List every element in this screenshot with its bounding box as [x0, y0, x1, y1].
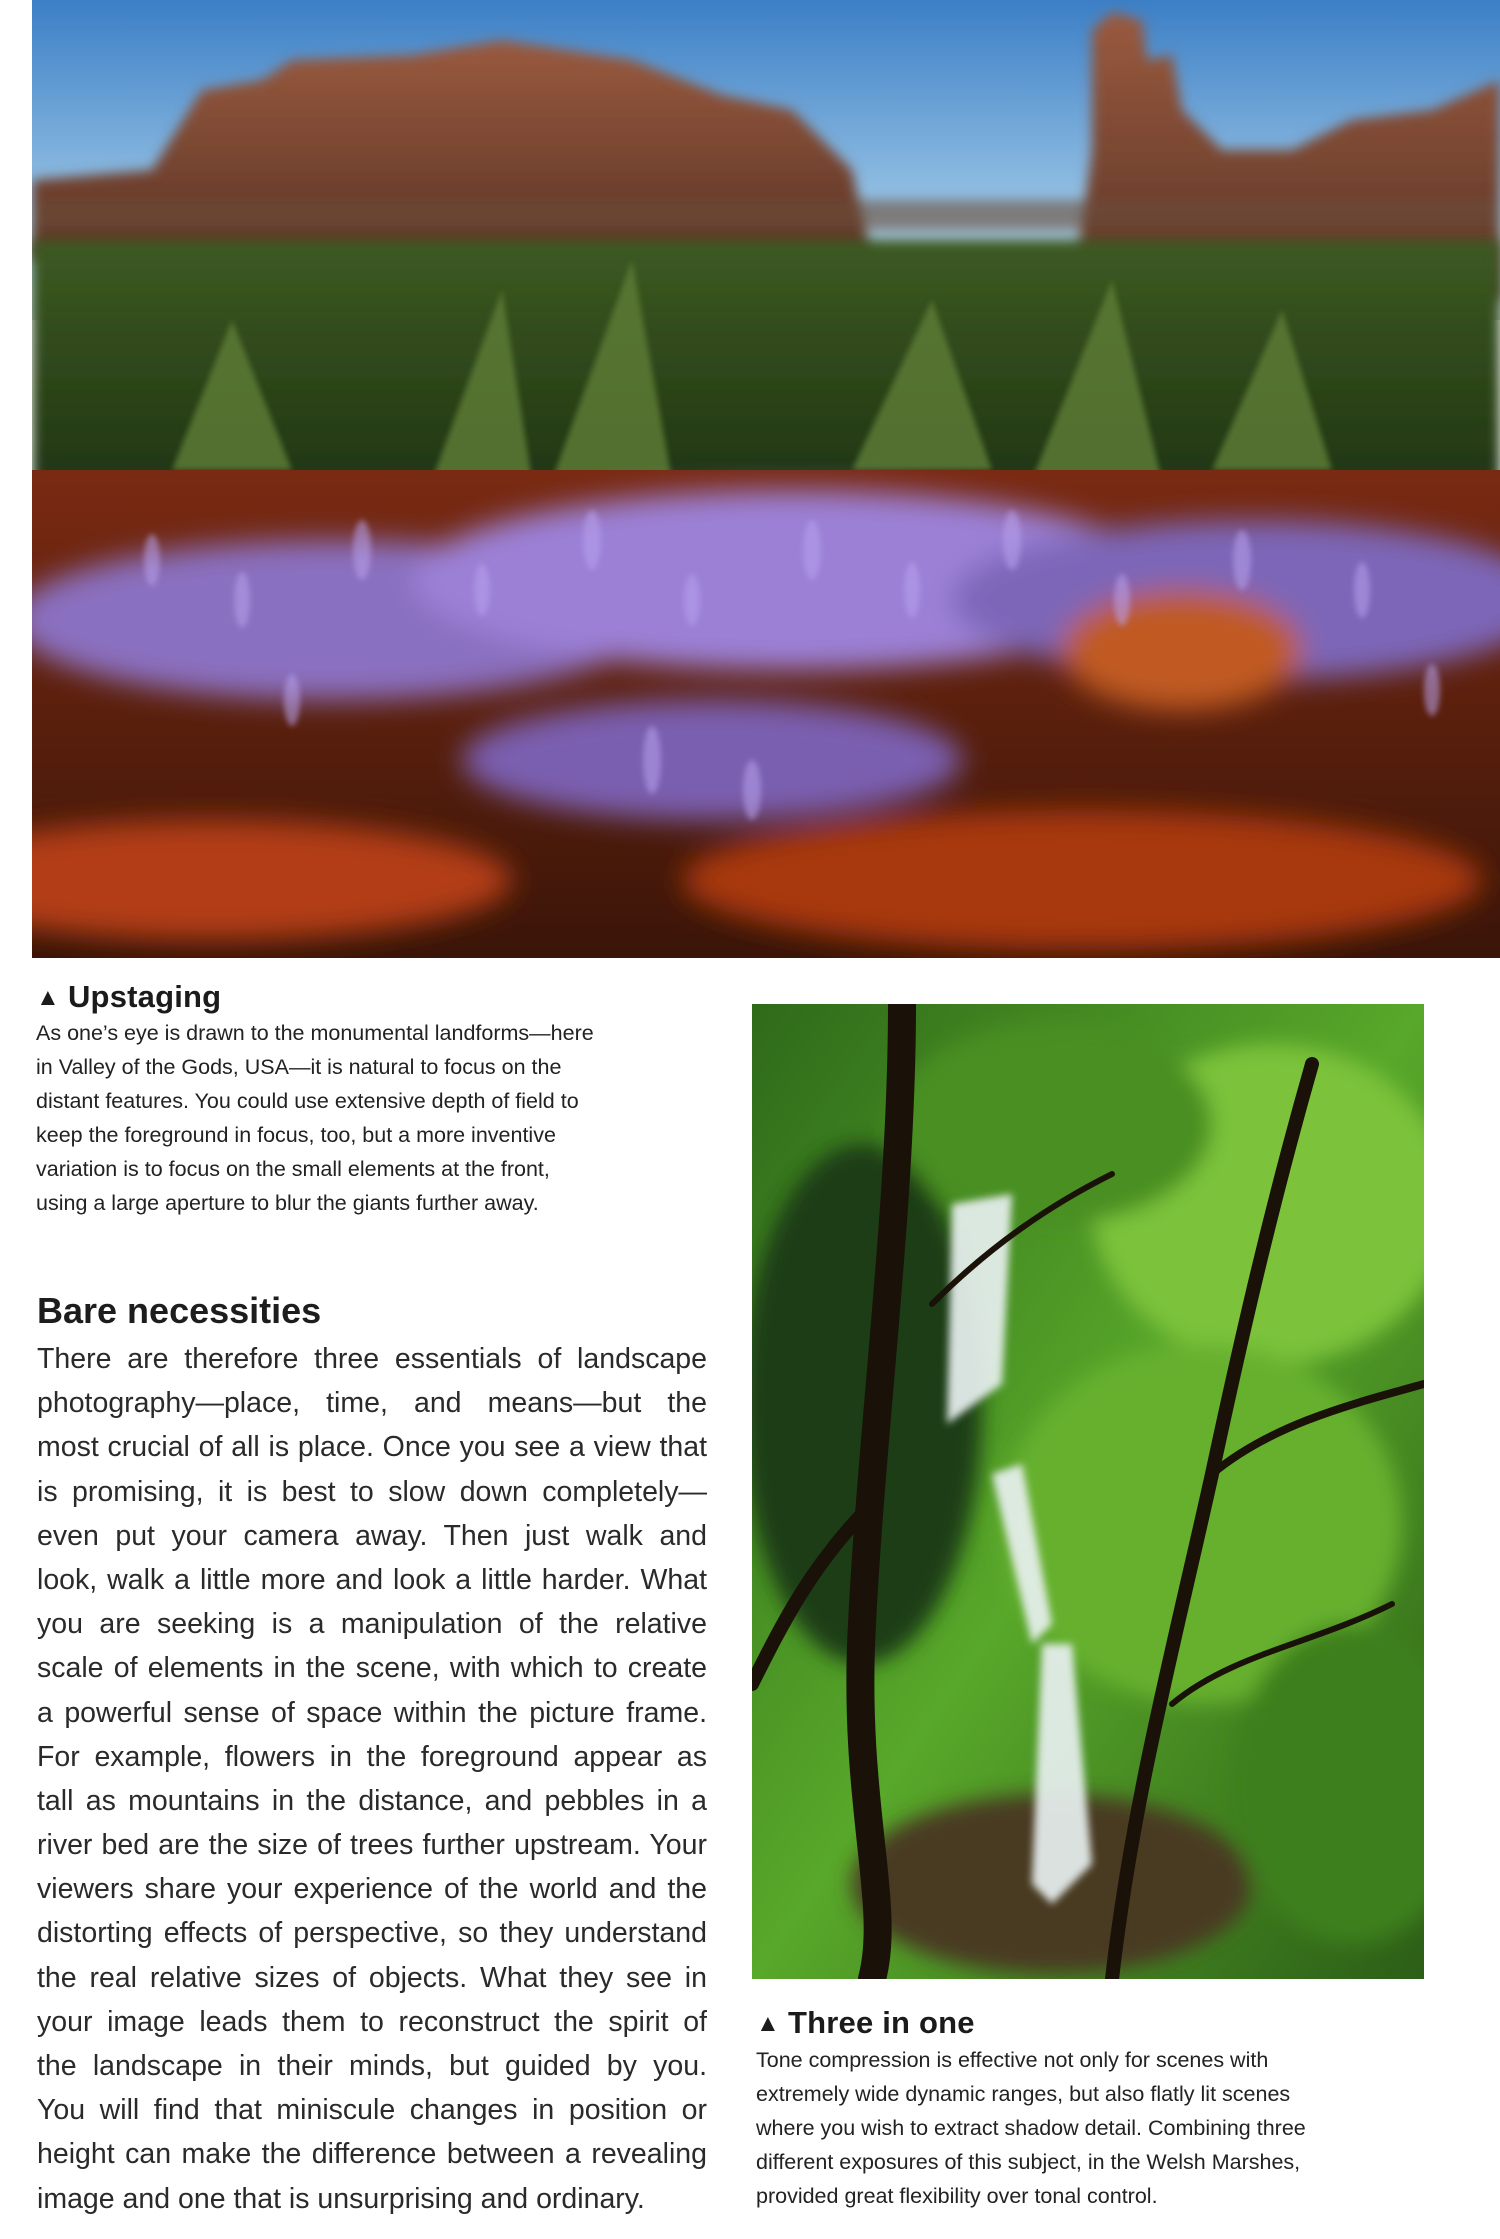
waterfall-photo-welsh-marshes: [752, 1004, 1424, 1979]
section-heading: Bare necessities: [37, 1290, 322, 1331]
body-line: is promising, it is best to slow down completely—: [37, 1475, 707, 1508]
body-line: the landscape in their minds, but guided by you.: [37, 2050, 707, 2082]
three-in-one-caption-title-text: Three in one: [787, 2005, 975, 2040]
three-in-one-caption-title: [756, 2005, 975, 2041]
caption-line: different exposures of this subject, in the Welsh Marshes,: [756, 2150, 1301, 2174]
landscape-photo-valley-of-the-gods: [32, 0, 1500, 958]
caption-line: As one’s eye is drawn to the monumental landforms—here: [36, 1021, 594, 1045]
body-line: There are therefore three essentials of landscape: [37, 1343, 707, 1375]
body-line: distorting effects of perspective, so they understand: [37, 1917, 707, 1950]
triangle-up-icon: ▲: [756, 2010, 780, 2037]
upstaging-caption-title: [36, 979, 221, 1015]
body-line: tall as mountains in the distance, and pebbles in a: [37, 1784, 707, 1817]
caption-line: where you wish to extract shadow detail. Combining three: [756, 2116, 1306, 2140]
caption-line: extremely wide dynamic ranges, but also flatly lit scenes: [756, 2082, 1291, 2106]
body-line: you are seeking is a manipulation of the relative: [37, 1608, 707, 1641]
body-line: photography—place, time, and means—but the: [37, 1387, 707, 1420]
body-line: You will find that miniscule changes in position or: [37, 2094, 707, 2127]
caption-line: keep the foreground in focus, too, but a more inventive: [36, 1123, 556, 1147]
three-in-one-caption-body: [756, 2043, 1446, 2213]
caption-line: variation is to focus on the small elements at the front,: [36, 1157, 550, 1181]
body-line: most crucial of all is place. Once you see a view that: [37, 1431, 707, 1464]
upstaging-caption-body: [36, 1016, 716, 1220]
body-line: river bed are the size of trees further upstream. Your: [37, 1829, 707, 1862]
caption-line: Tone compression is effective not only for scenes with: [756, 2048, 1269, 2072]
waterfall-photo-art: [752, 1004, 1424, 1979]
section-body: [37, 1337, 707, 2221]
body-line: image and one that is unsurprising and ordinary.: [37, 2182, 645, 2215]
body-line: scale of elements in the scene, with which to create: [37, 1652, 707, 1685]
body-line: height can make the difference between a revealing: [37, 2138, 707, 2171]
upstaging-caption-title-text: Upstaging: [67, 979, 222, 1014]
body-line: a powerful sense of space within the picture frame.: [37, 1696, 707, 1729]
caption-line: in Valley of the Gods, USA—it is natural to focus on the: [36, 1055, 562, 1079]
body-line: look, walk a little more and look a little harder. What: [37, 1563, 707, 1596]
body-line: the real relative sizes of objects. What they see in: [37, 1961, 707, 1994]
caption-line: distant features. You could use extensive depth of field to: [36, 1089, 579, 1113]
triangle-up-icon: ▲: [36, 984, 60, 1011]
body-line: even put your camera away. Then just walk and: [37, 1519, 707, 1552]
caption-line: provided great flexibility over tonal control.: [756, 2184, 1158, 2208]
landscape-photo-art: [32, 0, 1500, 958]
body-line: your image leads them to reconstruct the spirit of: [37, 2005, 707, 2038]
caption-line: using a large aperture to blur the giants further away.: [36, 1191, 539, 1215]
body-line: For example, flowers in the foreground appear as: [37, 1740, 707, 1773]
body-line: viewers share your experience of the world and the: [37, 1873, 707, 1906]
